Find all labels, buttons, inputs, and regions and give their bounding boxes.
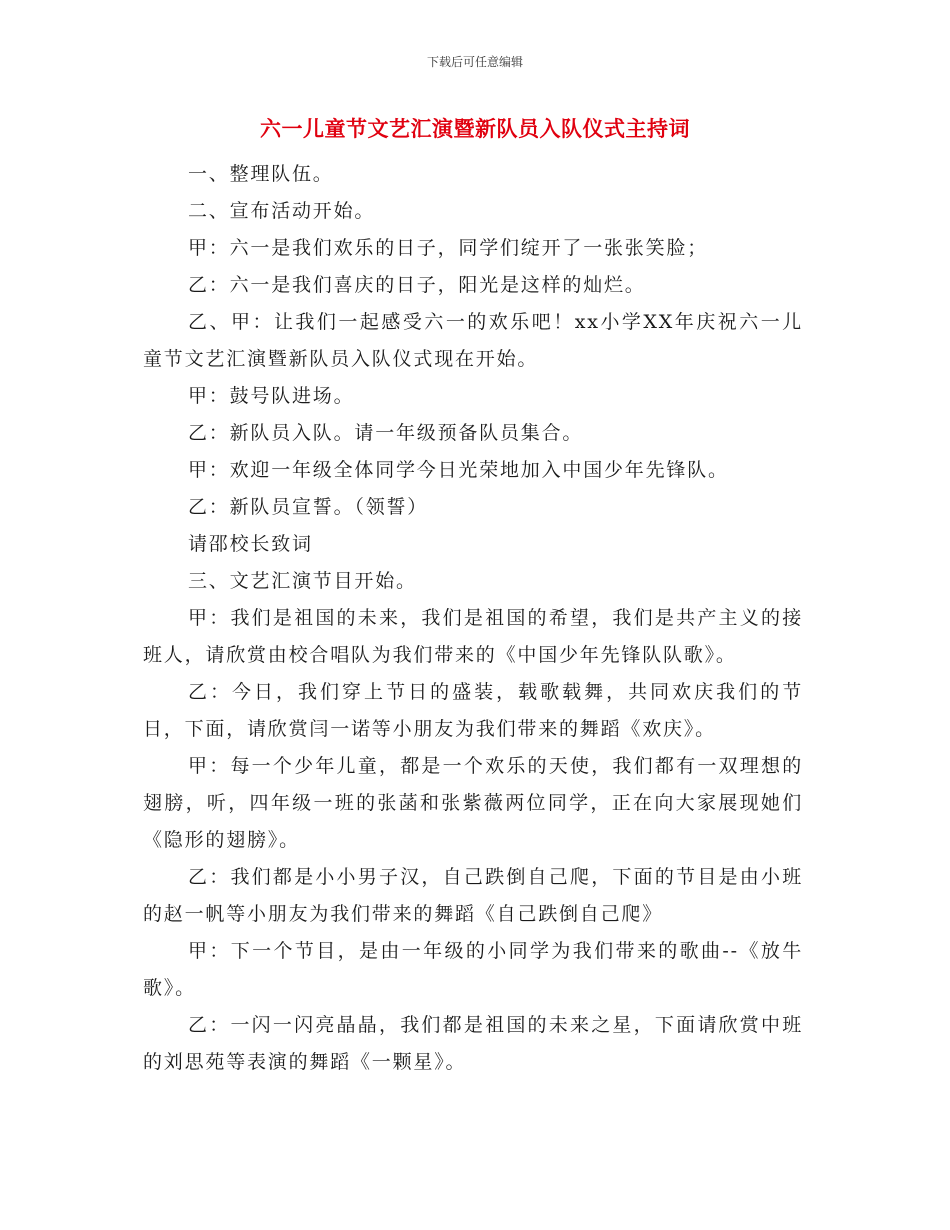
paragraph: 乙：今日，我们穿上节日的盛装，载歌载舞，共同欢庆我们的节日，下面，请欣赏闫一诺等小朋友为我们带来的舞蹈《欢庆》。 — [143, 681, 803, 740]
paragraph: 请邵校长致词 — [188, 533, 313, 555]
paragraph: 甲：每一个少年儿童，都是一个欢乐的天使，我们都有一双理想的翅膀，听，四年级一班的张菡和张紫薇两位同学，正在向大家展现她们《隐形的翅膀》。 — [143, 755, 803, 851]
paragraph: 乙：新队员入队。请一年级预备队员集合。 — [188, 422, 584, 444]
paragraph: 乙：新队员宣誓。（领誓） — [188, 496, 429, 518]
document-title: 六一儿童节文艺汇演暨新队员入队仪式主持词 — [260, 117, 690, 141]
paragraph: 乙：一闪一闪亮晶晶，我们都是祖国的未来之星，下面请欣赏中班的刘思苑等表演的舞蹈《一颗星》。 — [143, 1014, 803, 1073]
document-body — [143, 156, 803, 1081]
paragraph: 甲：下一个节目，是由一年级的小同学为我们带来的歌曲--《放牛歌》。 — [143, 940, 803, 999]
header-note: 下载后可任意编辑 — [426, 55, 523, 69]
paragraph: 乙、甲：让我们一起感受六一的欢乐吧！xx小学XX年庆祝六一儿童节文艺汇演暨新队员入队仪式现在开始。 — [143, 311, 803, 370]
paragraph: 甲：欢迎一年级全体同学今日光荣地加入中国少年先锋队。 — [188, 459, 729, 481]
paragraph: 甲：六一是我们欢乐的日子，同学们绽开了一张张笑脸； — [188, 237, 709, 259]
paragraph: 一、整理队伍。 — [188, 163, 334, 185]
paragraph: 甲：鼓号队进场。 — [188, 385, 355, 407]
paragraph: 乙：我们都是小小男子汉，自己跌倒自己爬，下面的节目是由小班的赵一帆等小朋友为我们带来的舞蹈《自己跌倒自己爬》 — [143, 866, 803, 925]
paragraph: 乙：六一是我们喜庆的日子，阳光是这样的灿烂。 — [188, 274, 646, 296]
paragraph: 二、宣布活动开始。 — [188, 200, 376, 222]
paragraph: 三、文艺汇演节目开始。 — [188, 570, 417, 592]
paragraph: 甲：我们是祖国的未来，我们是祖国的希望，我们是共产主义的接班人，请欣赏由校合唱队为我们带来的《中国少年先锋队队歌》。 — [143, 607, 803, 666]
